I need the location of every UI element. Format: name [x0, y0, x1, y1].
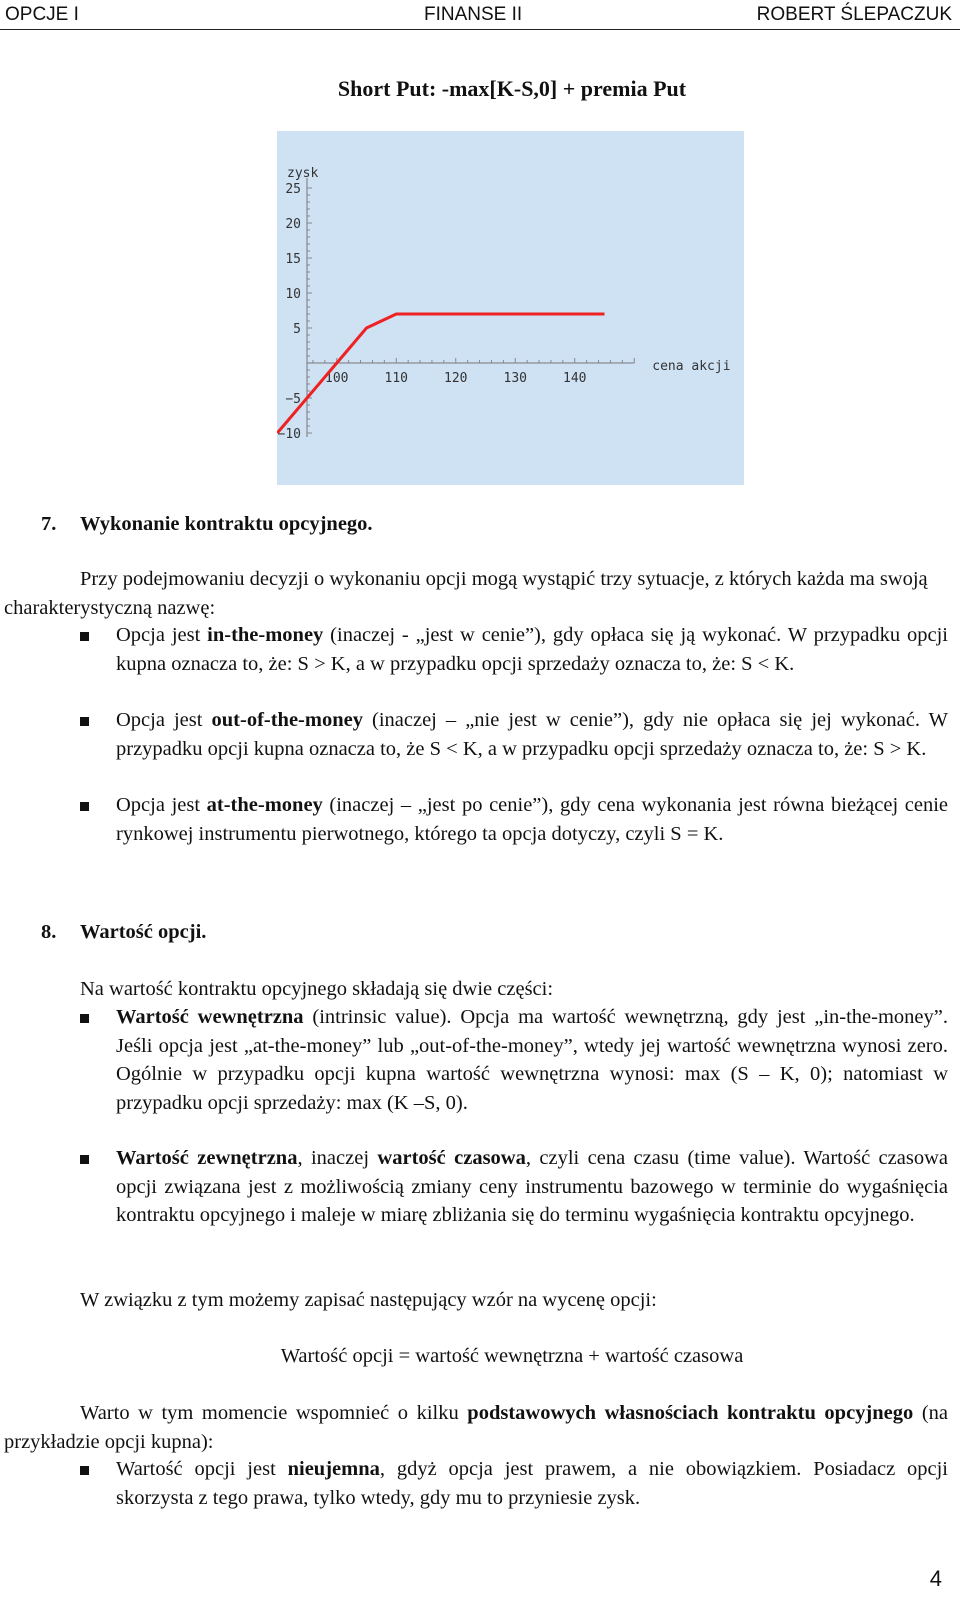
bullet-text-post: , czyli cena czasu (time value). Wartość czasowa opcji związana jest z możliwością zmiany ceny instrumentu bazowego w terminie do wygaśnięcia kontraktu opcyjnego i maleje w miarę zbliżania się do terminu wygaśnięcia kontraktu opcyjnego.	[116, 1147, 948, 1226]
y-tick-label: 15	[285, 252, 301, 267]
section7-title: Wykonanie kontraktu opcyjnego.	[80, 513, 373, 535]
term-in-the-money: in-the-money	[207, 624, 324, 646]
header-right: ROBERT ŚLEPACZUK	[756, 4, 952, 25]
x-tick-label: 120	[444, 371, 468, 386]
properties-intro-post: (na przykładzie opcji kupna):	[4, 1402, 948, 1453]
term-extrinsic-value: Wartość zewnętrzna	[116, 1147, 298, 1169]
section7-number: 7.	[41, 513, 57, 535]
term-at-the-money: at-the-money	[206, 794, 323, 816]
x-tick-label: 100	[325, 371, 349, 386]
payoff-chart-svg	[277, 131, 744, 485]
chart-title: Short Put: -max[K-S,0] + premia Put	[337, 76, 687, 101]
y-axis-label: zysk	[287, 166, 319, 181]
term-out-of-the-money: out-of-the-money	[211, 709, 363, 731]
section8-bullet-intrinsic	[116, 1003, 948, 1117]
x-tick-label: 140	[563, 371, 587, 386]
y-tick-label: 10	[285, 287, 301, 302]
term-intrinsic-value: Wartość wewnętrzna	[116, 1006, 304, 1028]
section8-number: 8.	[41, 921, 57, 943]
page-number: 4	[929, 1566, 942, 1591]
header-left: OPCJE I	[5, 4, 79, 25]
bullet-marker	[80, 1466, 89, 1475]
y-tick-label: 25	[285, 182, 301, 197]
properties-intro-bold: podstawowych własnościach kontraktu opcyjnego	[467, 1402, 914, 1424]
y-tick-label: 5	[293, 322, 301, 337]
term-time-value: wartość czasowa	[377, 1147, 526, 1169]
bullet-text-post: (inaczej – „jest po cenie”), gdy cena wykonania jest równa bieżącej cenie rynkowej instrumentu pierwotnego, którego ta opcja dotyczy, czyli S = K.	[116, 794, 948, 845]
section8-bullet-time-value	[116, 1144, 948, 1230]
y-tick-label: −5	[285, 392, 301, 407]
section7-bullet-1	[116, 621, 948, 678]
property-bullet-1	[116, 1455, 948, 1512]
x-tick-label: 110	[384, 371, 408, 386]
bullet-marker	[80, 802, 89, 811]
bullet-text-pre: Wartość opcji jest	[116, 1458, 288, 1480]
header-rule	[0, 29, 960, 30]
header-center: FINANSE II	[424, 4, 523, 25]
bullet-text-post: (inaczej – „nie jest w cenie”), gdy nie opłaca się jej wykonać. W przypadku opcji kupna oznacza to, że S < K, a w przypadku opcji sprzedaży oznacza to, że: S > K.	[116, 709, 949, 760]
bullet-marker	[80, 1014, 89, 1023]
term-nonnegative: nieujemna	[287, 1458, 380, 1480]
x-axis-label: cena akcji	[652, 359, 731, 374]
bullet-marker	[80, 632, 89, 641]
bullet-text-pre: Opcja jest	[116, 709, 212, 731]
bullet-text-post: , gdyż opcja jest prawem, a nie obowiązkiem. Posiadacz opcji skorzysta z tego prawa, tylko wtedy, gdy mu to przyniesie zysk.	[116, 1458, 948, 1509]
bullet-marker	[80, 1155, 89, 1164]
y-tick-label: −10	[277, 427, 301, 442]
x-tick-label: 130	[503, 371, 527, 386]
bullet-text-pre: Opcja jest	[116, 624, 208, 646]
properties-intro	[4, 1399, 948, 1456]
bullet-text-mid: , inaczej	[297, 1147, 378, 1169]
payoff-line	[277, 314, 604, 433]
bullet-text-post: (intrinsic value). Opcja ma wartość wewnętrzną, gdy jest „in-the-money”. Jeśli opcja jest „at-the-money” lub „out-of-the-money”, wtedy jej wartość wewnętrzna wynosi zero. Ogólnie w przypadku opcji kupna wartość wewnętrzna wynosi: max (S – K, 0); natomiast w przypadku opcji sprzedaży: max (K –S, 0).	[116, 1006, 948, 1114]
bullet-text-pre: Opcja jest	[116, 794, 207, 816]
formula-intro: W związku z tym możemy zapisać następujący wzór na wycenę opcji:	[80, 1289, 657, 1311]
section7-bullet-2	[116, 706, 948, 763]
option-value-formula: Wartość opcji = wartość wewnętrzna + wartość czasowa	[280, 1345, 744, 1367]
bullet-marker	[80, 717, 89, 726]
y-tick-label: 20	[285, 217, 301, 232]
section7-intro: Przy podejmowaniu decyzji o wykonaniu opcji mogą wystąpić trzy sytuacje, z których każda ma swoją charakterystyczną nazwę:	[4, 568, 928, 619]
section8-title: Wartość opcji.	[80, 921, 207, 943]
properties-intro-pre: Warto w tym momencie wspomnieć o kilku	[80, 1402, 468, 1424]
payoff-chart	[277, 131, 744, 485]
section8-intro: Na wartość kontraktu opcyjnego składają się dwie części:	[80, 978, 554, 1000]
bullet-text-post: (inaczej - „jest w cenie”), gdy opłaca się ją wykonać. W przypadku opcji kupna oznacza to, że: S > K, a w przypadku opcji sprzedaży oznacza to, że: S < K.	[116, 624, 948, 675]
section7-bullet-3	[116, 791, 948, 848]
